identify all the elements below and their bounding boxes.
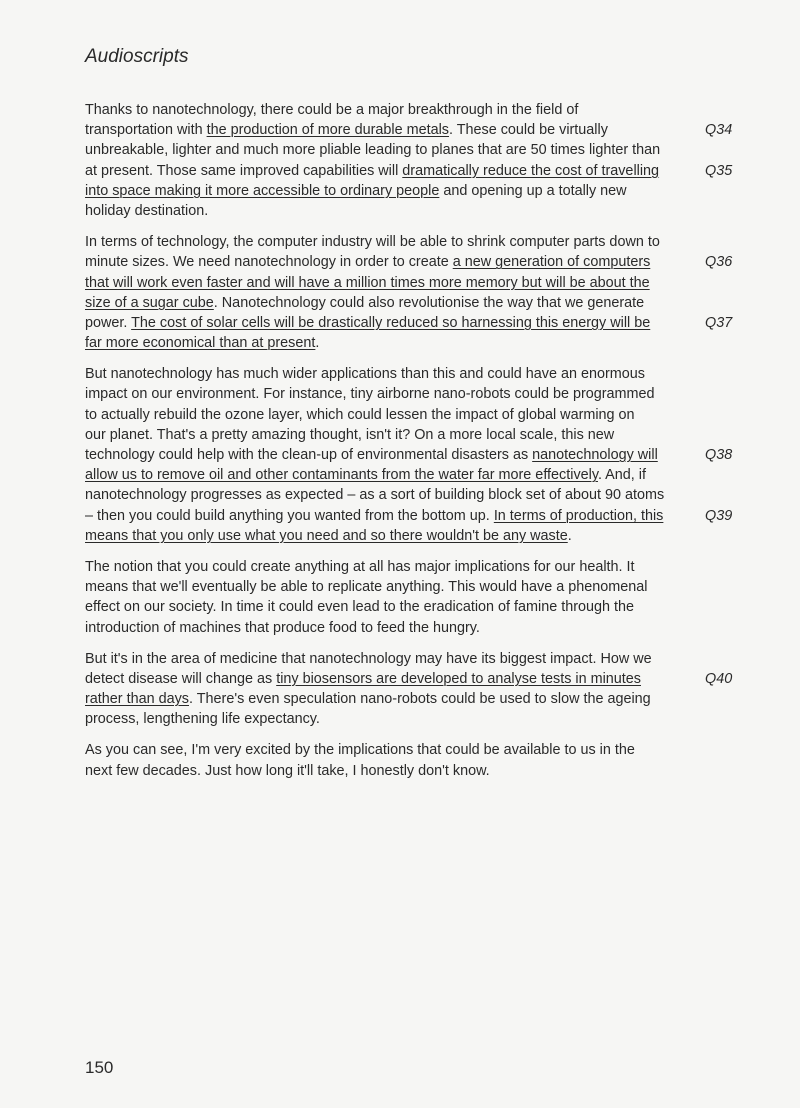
underlined-answer: means that you only use what you need and so there wouldn't be any waste: [85, 527, 568, 544]
text-line: [85, 526, 745, 546]
text-segment: our planet. That's a pretty amazing thought, isn't it? On a more local scale, this new: [85, 426, 615, 443]
line-text: [85, 273, 697, 293]
line-text: [85, 689, 697, 709]
line-text: [85, 709, 697, 729]
text-line: [85, 761, 745, 781]
text-line: [85, 597, 745, 617]
text-segment: . And, if: [597, 467, 646, 484]
text-line: [85, 333, 745, 353]
line-text: [85, 425, 697, 445]
text-line: [85, 201, 745, 221]
text-segment: means that we'll eventually be able to replicate anything. This would have a phenomenal: [85, 579, 648, 596]
text-line: [85, 232, 745, 252]
text-segment: .: [315, 335, 320, 352]
line-text: [85, 333, 697, 353]
text-line: [85, 273, 745, 293]
text-segment: impact on our environment. For instance, tiny airborne nano-robots could be programmed: [85, 386, 655, 403]
text-segment: unbreakable, lighter and much more pliable leading to planes that are 50 times lighter than: [85, 142, 661, 159]
text-line: [85, 649, 745, 669]
line-text: [85, 506, 697, 526]
underlined-answer: tiny biosensors are developed to analyse tests in minutes: [276, 670, 641, 687]
underlined-answer: into space making it more accessible to ordinary people: [85, 182, 440, 199]
text-segment: technology could help with the clean-up of environmental disasters as: [85, 447, 533, 463]
paragraph: [85, 649, 745, 730]
text-segment: – then you could build anything you wanted from the bottom up.: [85, 507, 494, 524]
line-text: [85, 669, 697, 689]
question-marker: Q34: [705, 122, 733, 139]
underlined-answer: size of a sugar cube: [85, 294, 214, 311]
underlined-answer: the production of more durable metals: [206, 122, 449, 139]
underlined-answer: a new generation of computers: [452, 254, 651, 271]
text-line: [85, 252, 745, 272]
text-line: [85, 709, 745, 729]
text-line: [85, 485, 745, 505]
text-line: [85, 293, 745, 313]
text-line: [85, 618, 745, 638]
question-marker: Q38: [705, 447, 733, 463]
text-line: [85, 140, 745, 160]
underlined-answer: dramatically reduce the cost of travelling: [402, 162, 660, 179]
line-text: [85, 740, 697, 760]
underlined-answer: The cost of solar cells will be drastically reduced so harnessing this energy will be: [131, 314, 651, 331]
text-line: [85, 100, 745, 120]
text-segment: . Nanotechnology could also revolutionise the way that we generate: [213, 294, 645, 311]
line-text: [85, 201, 697, 221]
text-line: [85, 577, 745, 597]
text-segment: But it's in the area of medicine that nanotechnology may have its biggest impact. How we: [85, 650, 652, 667]
underlined-answer: far more economical than at present: [85, 335, 316, 352]
section-heading: Audioscripts: [85, 46, 189, 67]
line-text: [85, 649, 697, 669]
text-line: [85, 445, 745, 465]
paragraph: [85, 740, 745, 780]
line-text: [85, 485, 697, 505]
paragraph: [85, 100, 745, 221]
text-segment: As you can see, I'm very excited by the implications that could be available to us in the: [85, 742, 635, 759]
question-marker: Q36: [705, 254, 733, 271]
underlined-answer: allow us to remove oil and other contaminants from the water far more effectively: [85, 467, 598, 484]
text-segment: to actually rebuild the ozone layer, which could lessen the impact of global warming on: [85, 406, 635, 423]
paragraph: [85, 232, 745, 353]
text-line: [85, 120, 745, 140]
line-text: [85, 181, 697, 201]
text-line: [85, 384, 745, 404]
text-line: [85, 181, 745, 201]
question-marker: Q40: [705, 670, 733, 687]
line-text: [85, 445, 697, 465]
text-line: [85, 465, 745, 485]
line-text: [85, 232, 697, 252]
underlined-answer: In terms of production, this: [493, 507, 664, 524]
text-line: [85, 364, 745, 384]
line-text: [85, 100, 697, 120]
text-segment: nanotechnology progresses as expected – as a sort of building block set of about 90 atoms: [85, 487, 665, 504]
line-text: [85, 384, 697, 404]
underlined-answer: nanotechnology will: [532, 447, 658, 463]
paragraph: [85, 557, 745, 638]
text-segment: and opening up a totally new: [439, 182, 627, 199]
text-line: [85, 669, 745, 689]
text-line: [85, 557, 745, 577]
line-text: [85, 120, 697, 140]
text-segment: detect disease will change as: [85, 670, 277, 687]
text-line: [85, 689, 745, 709]
line-text: [85, 526, 697, 546]
text-segment: minute sizes. We need nanotechnology in order to create: [85, 254, 453, 271]
line-text: [85, 293, 697, 313]
page-number: 150: [85, 1058, 114, 1077]
line-text: [85, 618, 697, 638]
text-segment: holiday destination.: [85, 202, 209, 219]
text-segment: process, lengthening life expectancy.: [85, 711, 320, 728]
text-segment: Thanks to nanotechnology, there could be a major breakthrough in the field of: [85, 102, 579, 118]
text-line: [85, 161, 745, 181]
text-segment: effect on our society. In time it could even lead to the eradication of famine through the: [85, 599, 635, 616]
text-line: [85, 740, 745, 760]
text-segment: But nanotechnology has much wider applications than this and could have an enormous: [85, 366, 645, 383]
line-text: [85, 313, 697, 333]
line-text: [85, 597, 697, 617]
question-marker: Q35: [705, 162, 733, 179]
question-marker: Q37: [705, 314, 733, 331]
text-line: [85, 313, 745, 333]
audioscript-body: [85, 100, 745, 792]
text-segment: .: [567, 527, 572, 544]
text-segment: next few decades. Just how long it'll take, I honestly don't know.: [85, 762, 490, 779]
line-text: [85, 465, 697, 485]
question-marker: Q39: [705, 507, 733, 524]
line-text: [85, 161, 697, 181]
text-segment: at present. Those same improved capabilities will: [85, 162, 403, 179]
text-line: [85, 425, 745, 445]
text-segment: . There's even speculation nano-robots could be used to slow the ageing: [189, 691, 651, 708]
line-text: [85, 364, 697, 384]
text-segment: introduction of machines that produce food to feed the hungry.: [85, 619, 480, 636]
text-segment: power.: [85, 314, 132, 331]
underlined-answer: that will work even faster and will have a million times more memory but will be about the: [85, 274, 650, 291]
text-line: [85, 506, 745, 526]
paragraph: [85, 364, 745, 546]
text-segment: transportation with: [85, 122, 207, 139]
line-text: [85, 761, 697, 781]
line-text: [85, 557, 697, 577]
text-segment: The notion that you could create anything at all has major implications for our health. It: [85, 558, 635, 575]
text-segment: In terms of technology, the computer industry will be able to shrink computer parts down to: [85, 234, 660, 251]
underlined-answer: rather than days: [85, 691, 189, 708]
line-text: [85, 577, 697, 597]
line-text: [85, 140, 697, 160]
line-text: [85, 252, 697, 272]
text-line: [85, 405, 745, 425]
text-segment: . These could be virtually: [448, 122, 608, 139]
line-text: [85, 405, 697, 425]
